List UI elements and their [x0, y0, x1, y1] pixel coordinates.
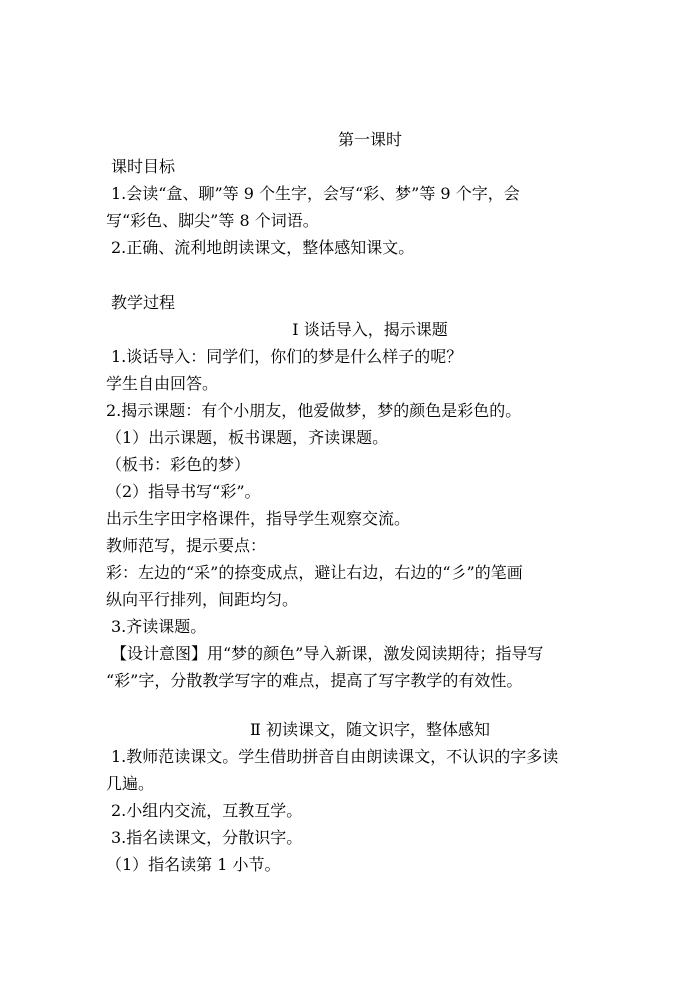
spacer: [106, 261, 634, 289]
spacer: [106, 694, 634, 716]
section-2-line-4: 3.指名读课文，分散识字。: [111, 828, 303, 847]
section-1-line-10: 纵向平行排列，间距均匀。: [106, 590, 299, 609]
design-intent-line-1: 【设计意图】用“梦的颜色”导入新课，激发阅读期待；指导写: [111, 644, 544, 663]
objectives-heading: 课时目标: [111, 157, 176, 176]
objective-2: 2.正确、流利地朗读课文，整体感知课文。: [111, 238, 415, 257]
section-2-line-5: （1）指名读第 1 小节。: [106, 855, 281, 874]
section-2-line-3: 2.小组内交流，互教互学。: [111, 801, 303, 820]
section-1-line-6: （2）指导书写“彩”。: [106, 482, 261, 501]
process-heading: 教学过程: [111, 293, 176, 312]
section-1-line-3: 2.揭示课题：有个小朋友，他爱做梦，梦的颜色是彩色的。: [106, 401, 522, 420]
section-1-line-8: 教师范写，提示要点：: [106, 536, 267, 555]
objective-1-line-2: 写“彩色、脚尖”等 8 个词语。: [106, 211, 319, 230]
section-1-title: Ⅰ 谈话导入，揭示课题: [292, 320, 448, 339]
section-2-line-2: 几遍。: [106, 774, 155, 793]
section-1-line-2: 学生自由回答。: [106, 374, 219, 393]
section-1-line-11: 3.齐读课题。: [111, 617, 207, 636]
section-1-line-7: 出示生字田字格课件，指导学生观察交流。: [106, 509, 411, 528]
section-1-line-4: （1）出示课题，板书课题，齐读课题。: [106, 428, 389, 447]
document-page: [106, 126, 634, 878]
section-2-line-1: 1.教师范读课文。学生借助拼音自由朗读课文，不认识的字多读: [111, 747, 559, 766]
section-1-line-9: 彩：左边的“采”的捺变成点，避让右边，右边的“彡”的笔画: [106, 563, 523, 582]
section-2-title: Ⅱ 初读课文，随文识字，整体感知: [250, 720, 490, 739]
objective-1-line-1: 1.会读“盒、聊”等 9 个生字，会写“彩、梦”等 9 个字，会: [111, 184, 520, 203]
section-1-line-1: 1.谈话导入：同学们，你们的梦是什么样子的呢？: [111, 347, 463, 366]
design-intent-line-2: “彩”字，分散教学写字的难点，提高了写字教学的有效性。: [106, 671, 523, 690]
lesson-title: 第一课时: [337, 130, 402, 149]
section-1-line-5: （板书：彩色的梦）: [106, 455, 251, 474]
